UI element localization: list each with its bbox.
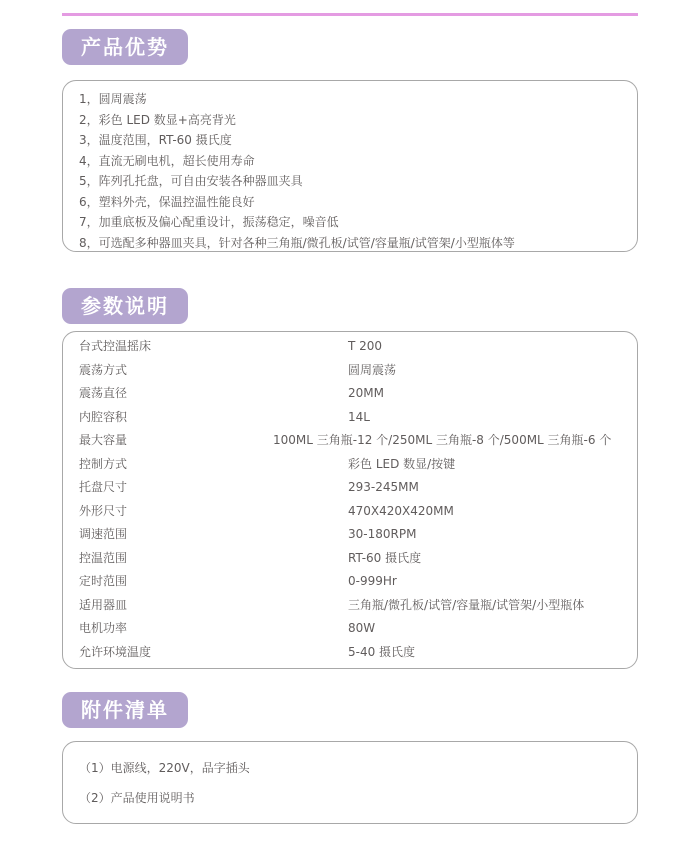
spec-label: 定时范围 (79, 574, 128, 588)
advantage-item: 7，加重底板及偏心配重设计，振荡稳定，噪音低 (79, 215, 339, 229)
spec-value: T 200 (348, 339, 383, 353)
spec-value: 80W (348, 621, 376, 635)
spec-value: RT-60 摄氏度 (348, 550, 422, 565)
advantage-item: 1，圆周震荡 (79, 92, 147, 106)
spec-label: 控制方式 (79, 456, 128, 471)
spec-value: 圆周震荡 (348, 362, 397, 377)
spec-label: 最大容量 (79, 433, 128, 447)
spec-label: 外形尺寸 (79, 503, 128, 518)
spec-label: 适用器皿 (79, 597, 128, 612)
spec-value: 14L (348, 409, 370, 424)
spec-value: 20MM (348, 386, 384, 400)
section-title-advantages: 产品优势 (62, 29, 188, 65)
spec-value: 5-40 摄氏度 (348, 644, 416, 659)
advantage-item: 5，阵列孔托盘，可自由安装各种器皿夹具 (79, 174, 303, 188)
accessories-panel (62, 741, 638, 824)
accessory-item: （2）产品使用说明书 (79, 791, 195, 805)
spec-label: 台式控温摇床 (79, 339, 152, 353)
advantage-item: 8，可选配多种器皿夹具，针对各种三角瓶/微孔板/试管/容量瓶/试管架/小型瓶体等 (79, 235, 515, 250)
spec-row (79, 406, 621, 430)
spec-value: 293-245MM (348, 480, 419, 494)
specs-panel (62, 331, 638, 669)
spec-row (79, 617, 621, 641)
spec-value: 100ML 三角瓶-12 个/250ML 三角瓶-8 个/500ML 三角瓶-6 个 (273, 433, 612, 447)
advantage-item: 3，温度范围，RT-60 摄氏度 (79, 133, 232, 147)
spec-label: 调速范围 (79, 527, 128, 541)
spec-row (79, 547, 621, 571)
spec-label: 托盘尺寸 (79, 480, 128, 494)
spec-label: 震荡直径 (79, 386, 128, 400)
spec-row (79, 453, 621, 477)
accessory-item: （1）电源线，220V，品字插头 (79, 761, 250, 775)
spec-row (79, 359, 621, 383)
spec-row (79, 382, 621, 406)
section-title-specs: 参数说明 (62, 288, 188, 324)
advantages-list (63, 81, 637, 253)
advantage-item: 4，直流无刷电机，超长使用寿命 (79, 153, 255, 168)
spec-value: 470X420X420MM (348, 503, 454, 518)
spec-row (79, 594, 621, 618)
spec-row (79, 641, 621, 665)
advantage-item: 2，彩色 LED 数显+高亮背光 (79, 112, 236, 127)
spec-value: 三角瓶/微孔板/试管/容量瓶/试管架/小型瓶体 (348, 597, 585, 612)
spec-row (79, 476, 621, 500)
section-title-accessories: 附件清单 (62, 692, 188, 728)
spec-value: 彩色 LED 数显/按键 (348, 456, 456, 471)
spec-value: 0-999Hr (348, 574, 397, 588)
spec-row (79, 335, 621, 359)
spec-label: 内腔容积 (79, 409, 128, 424)
top-divider (62, 13, 638, 16)
accessories-list (63, 742, 637, 813)
spec-row (79, 523, 621, 547)
spec-value: 30-180RPM (348, 527, 417, 541)
spec-row (79, 570, 621, 594)
spec-label: 允许环境温度 (79, 644, 152, 659)
advantages-panel (62, 80, 638, 252)
specs-table (63, 332, 637, 664)
spec-row (79, 429, 621, 453)
spec-row (79, 500, 621, 524)
advantage-item: 6，塑料外壳，保温控温性能良好 (79, 194, 255, 209)
spec-label: 电机功率 (79, 621, 128, 635)
spec-label: 控温范围 (79, 550, 128, 565)
spec-label: 震荡方式 (79, 362, 128, 377)
